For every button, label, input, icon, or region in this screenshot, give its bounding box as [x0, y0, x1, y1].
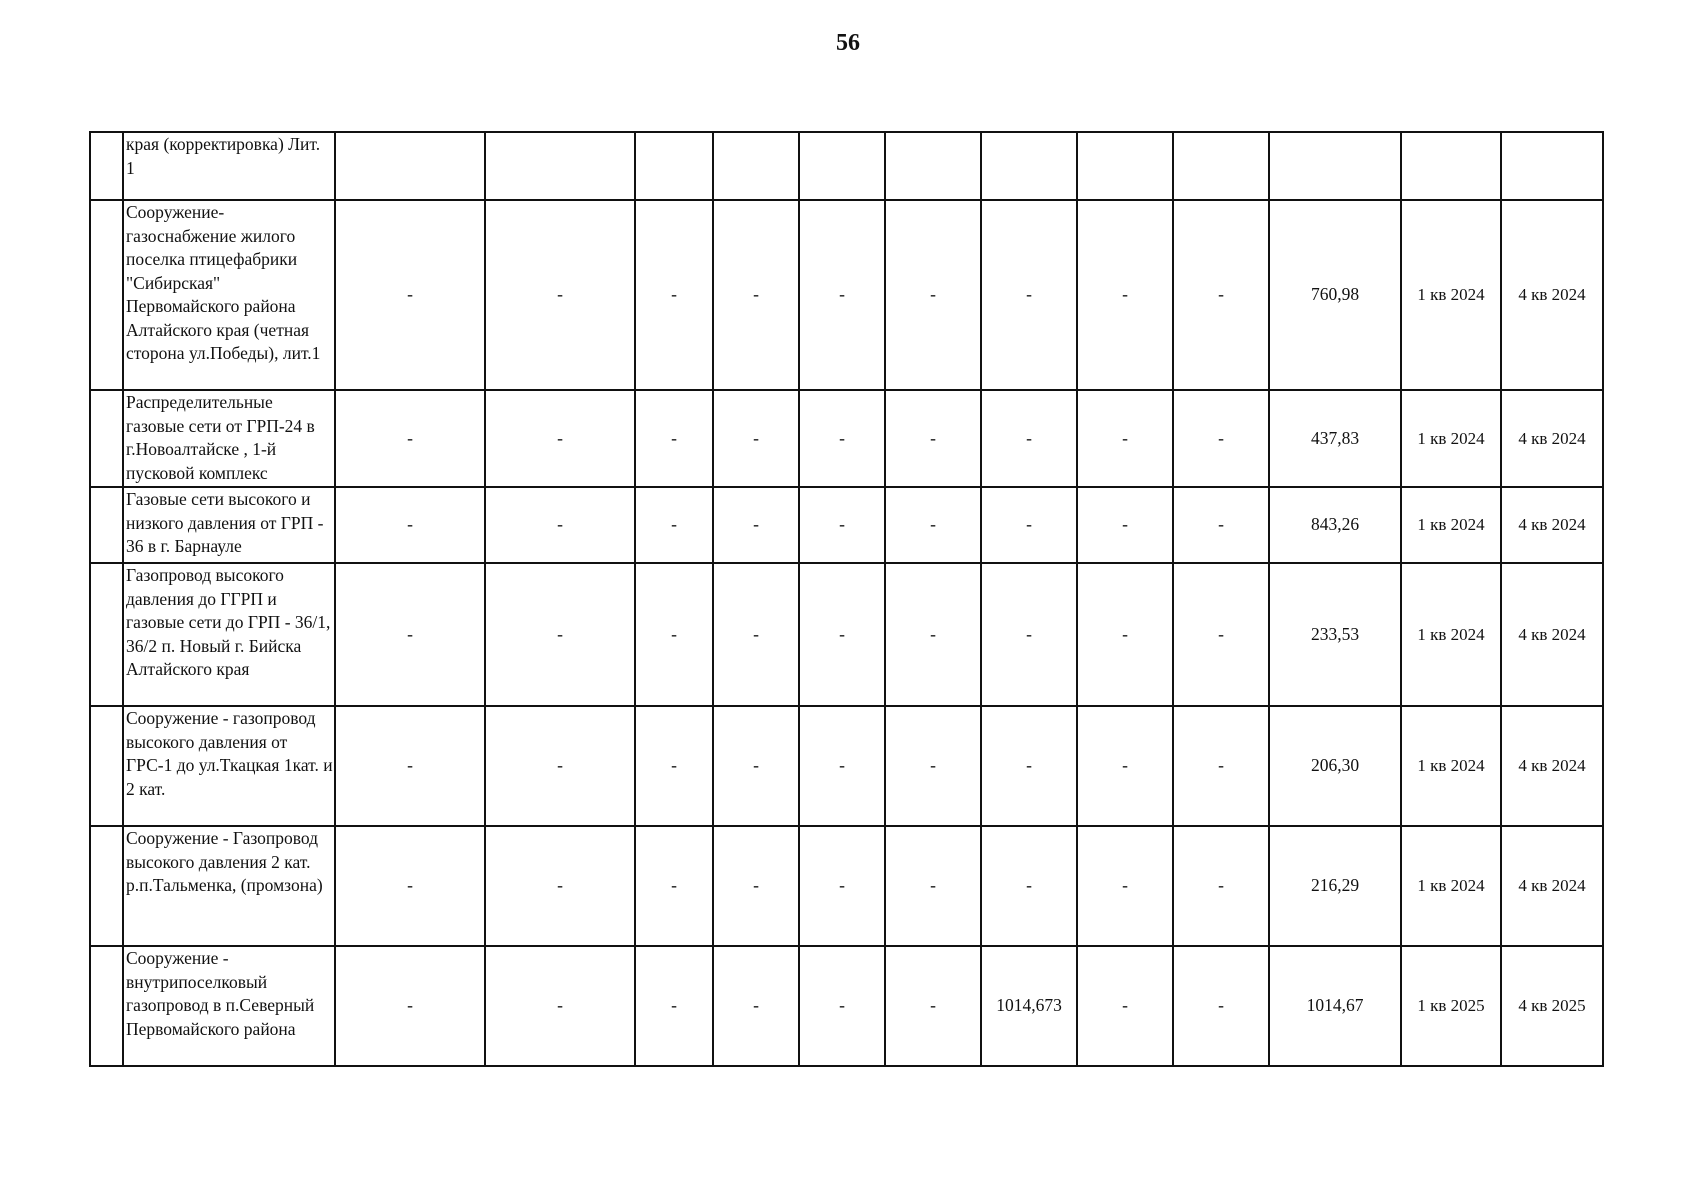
- start-quarter-cell: 1 кв 2024: [1401, 200, 1501, 390]
- object-name-cell: Газопровод высокого давления до ГГРП и газовые сети до ГРП - 36/1, 36/2 п. Новый г. Бийска Алтайского края: [123, 563, 335, 706]
- value-cell: -: [1077, 487, 1173, 563]
- start-quarter-cell: 1 кв 2024: [1401, 390, 1501, 487]
- row-number-cell: [90, 132, 123, 200]
- value-cell: -: [799, 706, 885, 826]
- value-cell: -: [799, 826, 885, 946]
- start-quarter-cell: 1 кв 2024: [1401, 706, 1501, 826]
- value-cell: [713, 132, 799, 200]
- value-cell: -: [1077, 946, 1173, 1066]
- value-cell: -: [335, 946, 485, 1066]
- value-cell: -: [1077, 563, 1173, 706]
- value-cell: [981, 132, 1077, 200]
- value-cell: -: [635, 487, 713, 563]
- object-name-cell: Распределительные газовые сети от ГРП-24 в г.Новоалтайске , 1-й пусковой комплекс: [123, 390, 335, 487]
- value-cell: -: [1077, 390, 1173, 487]
- value-cell: -: [713, 487, 799, 563]
- value-cell: -: [713, 563, 799, 706]
- end-quarter-cell: 4 кв 2024: [1501, 826, 1603, 946]
- table-row: [90, 706, 1603, 826]
- value-cell: -: [885, 706, 981, 826]
- value-cell: -: [335, 390, 485, 487]
- value-cell: -: [799, 946, 885, 1066]
- table-row: [90, 390, 1603, 487]
- value-cell: -: [713, 200, 799, 390]
- value-cell: -: [981, 826, 1077, 946]
- value-cell: [799, 132, 885, 200]
- cost-cell: 437,83: [1269, 390, 1401, 487]
- cost-cell: 843,26: [1269, 487, 1401, 563]
- value-cell: [635, 132, 713, 200]
- page-number: 56: [836, 30, 860, 56]
- value-cell: -: [335, 200, 485, 390]
- value-cell: -: [1077, 706, 1173, 826]
- cost-cell: 1014,67: [1269, 946, 1401, 1066]
- value-cell: -: [635, 826, 713, 946]
- table-row: [90, 132, 1603, 200]
- value-cell: [1077, 132, 1173, 200]
- cost-cell: 206,30: [1269, 706, 1401, 826]
- value-cell: -: [713, 390, 799, 487]
- cost-cell: [1269, 132, 1401, 200]
- value-cell: -: [885, 390, 981, 487]
- value-cell: -: [981, 563, 1077, 706]
- start-quarter-cell: 1 кв 2024: [1401, 563, 1501, 706]
- value-cell: -: [335, 487, 485, 563]
- value-cell: -: [981, 200, 1077, 390]
- value-cell: -: [799, 200, 885, 390]
- value-cell: -: [981, 390, 1077, 487]
- value-cell: -: [635, 563, 713, 706]
- value-cell: [485, 132, 635, 200]
- value-cell: -: [1173, 826, 1269, 946]
- cost-cell: 760,98: [1269, 200, 1401, 390]
- value-cell: -: [485, 563, 635, 706]
- value-cell: -: [885, 563, 981, 706]
- end-quarter-cell: 4 кв 2024: [1501, 487, 1603, 563]
- value-cell: -: [713, 826, 799, 946]
- value-cell: -: [485, 706, 635, 826]
- cost-cell: 216,29: [1269, 826, 1401, 946]
- value-cell: [335, 132, 485, 200]
- value-cell: -: [485, 487, 635, 563]
- value-cell: -: [1173, 563, 1269, 706]
- value-cell: -: [1173, 487, 1269, 563]
- object-table: [89, 131, 1604, 1067]
- object-name-cell: Сооружение - Газопровод высокого давления 2 кат. р.п.Тальменка, (промзона): [123, 826, 335, 946]
- start-quarter-cell: 1 кв 2024: [1401, 487, 1501, 563]
- value-cell: -: [635, 706, 713, 826]
- object-name-cell: Сооружение - газопровод высокого давления от ГРС-1 до ул.Ткацкая 1кат. и 2 кат.: [123, 706, 335, 826]
- row-number-cell: [90, 390, 123, 487]
- value-cell: -: [335, 706, 485, 826]
- value-cell: -: [335, 826, 485, 946]
- end-quarter-cell: 4 кв 2024: [1501, 200, 1603, 390]
- value-cell: -: [635, 946, 713, 1066]
- end-quarter-cell: 4 кв 2024: [1501, 563, 1603, 706]
- value-cell: -: [885, 487, 981, 563]
- value-cell: -: [981, 706, 1077, 826]
- start-quarter-cell: 1 кв 2024: [1401, 826, 1501, 946]
- row-number-cell: [90, 563, 123, 706]
- end-quarter-cell: [1501, 132, 1603, 200]
- table-row: [90, 826, 1603, 946]
- value-cell: -: [485, 200, 635, 390]
- table-row: [90, 200, 1603, 390]
- value-cell: -: [1173, 946, 1269, 1066]
- value-cell: -: [799, 563, 885, 706]
- end-quarter-cell: 4 кв 2024: [1501, 390, 1603, 487]
- row-number-cell: [90, 487, 123, 563]
- value-cell: [885, 132, 981, 200]
- start-quarter-cell: 1 кв 2025: [1401, 946, 1501, 1066]
- value-cell: -: [885, 200, 981, 390]
- end-quarter-cell: 4 кв 2025: [1501, 946, 1603, 1066]
- value-cell: -: [713, 946, 799, 1066]
- row-number-cell: [90, 200, 123, 390]
- value-cell: -: [335, 563, 485, 706]
- object-name-cell: края (корректировка) Лит. 1: [123, 132, 335, 200]
- start-quarter-cell: [1401, 132, 1501, 200]
- object-name-cell: Сооружение - внутрипоселковый газопровод в п.Северный Первомайского района: [123, 946, 335, 1066]
- value-cell: -: [1077, 200, 1173, 390]
- value-cell: -: [1173, 200, 1269, 390]
- end-quarter-cell: 4 кв 2024: [1501, 706, 1603, 826]
- value-cell: -: [485, 946, 635, 1066]
- value-cell: -: [885, 946, 981, 1066]
- value-cell: -: [799, 390, 885, 487]
- object-name-cell: Сооружение-газоснабжение жилого поселка птицефабрики "Сибирская" Первомайского района Алтайского края (четная сторона ул.Победы), лит.1: [123, 200, 335, 390]
- value-cell: -: [713, 706, 799, 826]
- value-cell: -: [799, 487, 885, 563]
- row-number-cell: [90, 706, 123, 826]
- value-cell: -: [485, 390, 635, 487]
- value-cell: -: [635, 390, 713, 487]
- row-number-cell: [90, 826, 123, 946]
- value-cell: -: [981, 487, 1077, 563]
- value-cell: -: [635, 200, 713, 390]
- table-row: [90, 946, 1603, 1066]
- value-cell: -: [485, 826, 635, 946]
- value-cell: -: [1173, 706, 1269, 826]
- cost-cell: 233,53: [1269, 563, 1401, 706]
- table-row: [90, 563, 1603, 706]
- value-cell: -: [885, 826, 981, 946]
- value-cell: -: [1173, 390, 1269, 487]
- value-cell: -: [1077, 826, 1173, 946]
- value-cell: 1014,673: [981, 946, 1077, 1066]
- object-name-cell: Газовые сети высокого и низкого давления от ГРП - 36 в г. Барнауле: [123, 487, 335, 563]
- table-row: [90, 487, 1603, 563]
- value-cell: [1173, 132, 1269, 200]
- row-number-cell: [90, 946, 123, 1066]
